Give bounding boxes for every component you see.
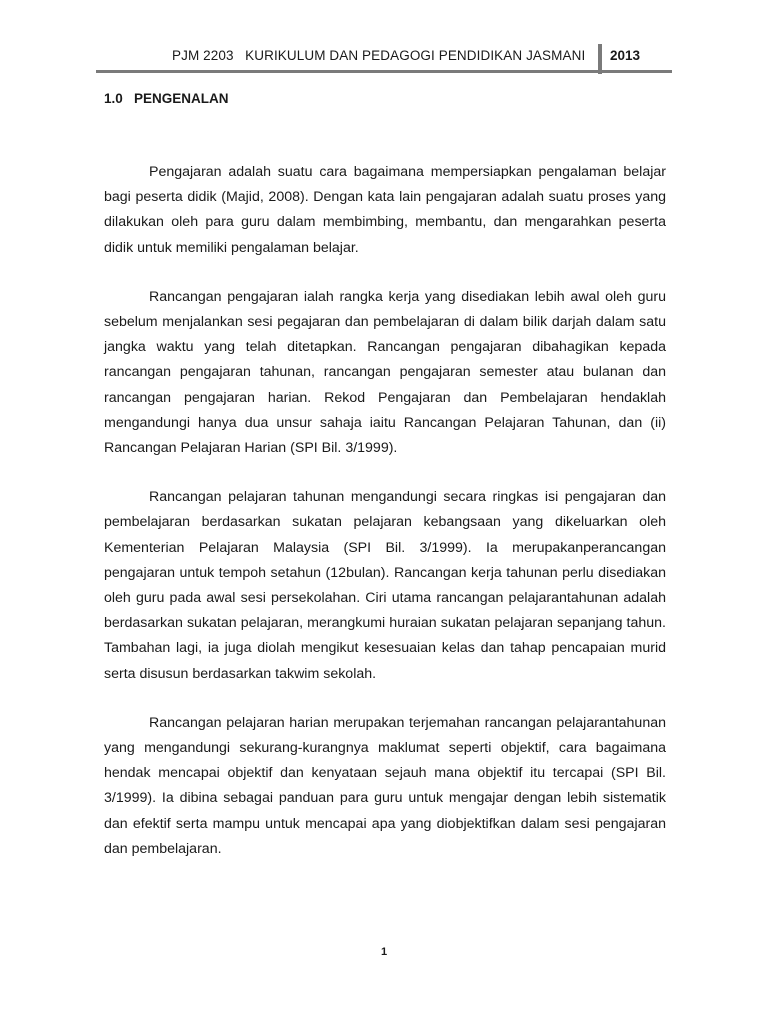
body-content <box>104 160 666 886</box>
section-title: 1.0 PENGENALAN <box>104 91 229 106</box>
paragraph: Rancangan pelajaran harian merupakan terjemahan rancangan pelajarantahunan yang mengandungi sekurang-kurangnya maklumat seperti objektif, cara bagaimana hendak mencapai objektif dan kenyataan sejauh mana objektif itu tercapai (SPI Bil. 3/1999). Ia dibina sebagai panduan para guru untuk mengajar dengan lebih sistematik dan efektif serta mampu untuk mencapai apa yang diobjektifkan dalam sesi pengajaran dan pembelajaran. <box>104 714 666 857</box>
paragraph: Pengajaran adalah suatu cara bagaimana mempersiapkan pengalaman belajar bagi peserta didik (Majid, 2008). Dengan kata lain pengajaran adalah suatu proses yang dilakukan oleh para guru dalam membimbing, membantu, dan mengarahkan peserta didik untuk memiliki pengalaman belajar. <box>104 164 666 256</box>
page-number: 1 <box>380 946 388 958</box>
header-rule <box>96 70 672 73</box>
paragraph: Rancangan pelajaran tahunan mengandungi secara ringkas isi pengajaran dan pembelajaran berdasarkan sukatan pelajaran kebangsaan yang dikeluarkan oleh Kementerian Pelajaran Malaysia (SPI Bil. 3/1999). Ia merupakanperancangan pengajaran untuk tempoh setahun (12bulan). Rancangan kerja tahunan perlu disediakan oleh guru pada awal sesi persekolahan. Ciri utama rancangan pelajarantahunan adalah berdasarkan sukatan pelajaran, merangkumi huraian sukatan pelajaran sepanjang tahun. Tambahan lagi, ia juga diolah mengikut kesesuaian kelas dan tahap pencapaian murid serta disusun berdasarkan takwim sekolah. <box>104 489 666 682</box>
paragraph: Rancangan pengajaran ialah rangka kerja yang disediakan lebih awal oleh guru sebelum menjalankan sesi pegajaran dan pembelajaran di dalam bilik darjah dalam satu jangka waktu yang telah ditetapkan. Rancangan pengajaran dibahagikan kepada rancangan pengajaran tahunan, rancangan pengajaran semester atau bulanan dan rancangan pengajaran harian. Rekod Pengajaran dan Pembelajaran hendaklah mengandungi hanya dua unsur sahaja iaitu Rancangan Pelajaran Tahunan, dan (ii) Rancangan Pelajaran Harian (SPI Bil. 3/1999). <box>104 288 666 457</box>
header-year: 2013 <box>610 48 641 63</box>
page-header <box>96 46 672 74</box>
header-course-title: PJM 2203 KURIKULUM DAN PEDAGOGI PENDIDIKAN JASMANI <box>172 48 586 63</box>
